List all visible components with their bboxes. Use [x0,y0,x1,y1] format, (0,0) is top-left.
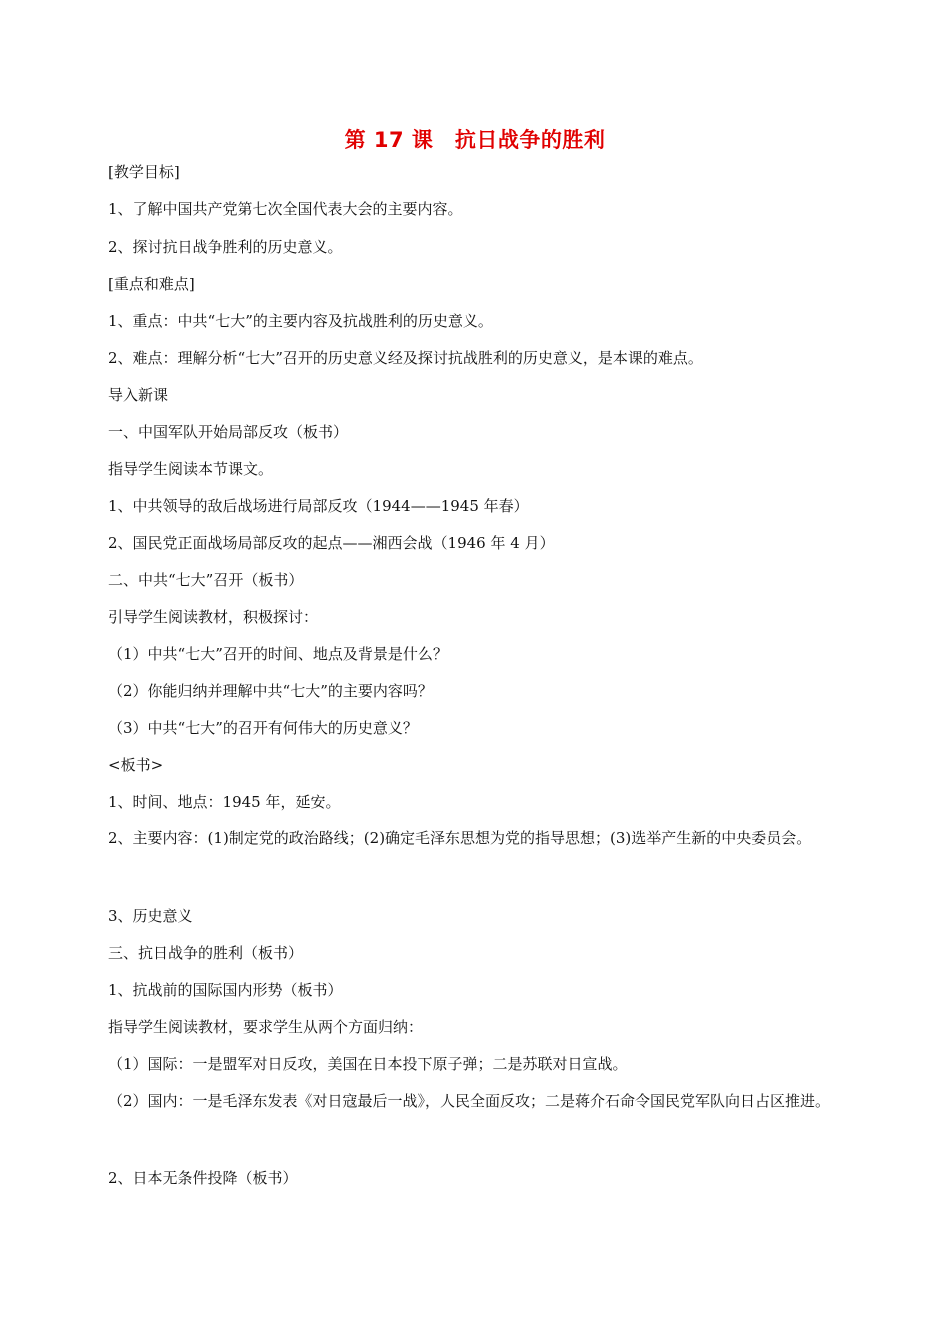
section-heading: 三、抗日战争的胜利（板书） [108,944,304,962]
paragraph: （1）中共“七大”召开的时间、地点及背景是什么？ [108,645,448,663]
page-title: 第 17 课 抗日战争的胜利 [344,128,606,152]
paragraph: 导入新课 [108,386,169,404]
paragraph: 2、探讨抗日战争胜利的历史意义。 [108,238,343,256]
section-heading-key-points: [重点和难点] [108,275,195,293]
paragraph: 1、重点：中共“七大”的主要内容及抗战胜利的历史意义。 [108,312,493,330]
section-heading: 二、中共“七大”召开（板书） [108,571,304,589]
paragraph: 2、难点：理解分析“七大”召开的历史意义经及探讨抗战胜利的历史意义，是本课的难点。 [108,349,703,367]
paragraph: 指导学生阅读教材，要求学生从两个方面归纳： [108,1018,424,1036]
paragraph: （2）国内：一是毛泽东发表《对日寇最后一战》，人民全面反攻；二是蒋介石命令国民党军队向日占区推进。 [108,1092,831,1110]
paragraph: （2）你能归纳并理解中共“七大”的主要内容吗？ [108,682,433,700]
paragraph: 1、时间、地点：1945 年，延安。 [108,793,341,811]
board-note-label: <板书> [108,756,164,774]
paragraph: （1）国际：一是盟军对日反攻，美国在日本投下原子弹；二是苏联对日宣战。 [108,1055,628,1073]
paragraph: 引导学生阅读教材，积极探讨： [108,608,319,626]
paragraph: 1、抗战前的国际国内形势（板书） [108,981,343,999]
paragraph: 3、历史意义 [108,907,193,925]
section-heading-objectives: [教学目标] [108,163,180,181]
section-heading: 一、中国军队开始局部反攻（板书） [108,423,349,441]
paragraph: 2、国民党正面战场局部反攻的起点——湘西会战（1946 年 4 月） [108,534,555,552]
paragraph: （3）中共“七大”的召开有何伟大的历史意义？ [108,719,418,737]
paragraph: 2、日本无条件投降（板书） [108,1169,298,1187]
paragraph: 1、中共领导的敌后战场进行局部反攻（1944——1945 年春） [108,497,529,515]
paragraph: 1、了解中国共产党第七次全国代表大会的主要内容。 [108,200,463,218]
paragraph: 指导学生阅读本节课文。 [108,460,274,478]
paragraph: 2、主要内容：(1)制定党的政治路线；(2)确定毛泽东思想为党的指导思想；(3)选举产生新的中央委员会。 [108,829,812,847]
